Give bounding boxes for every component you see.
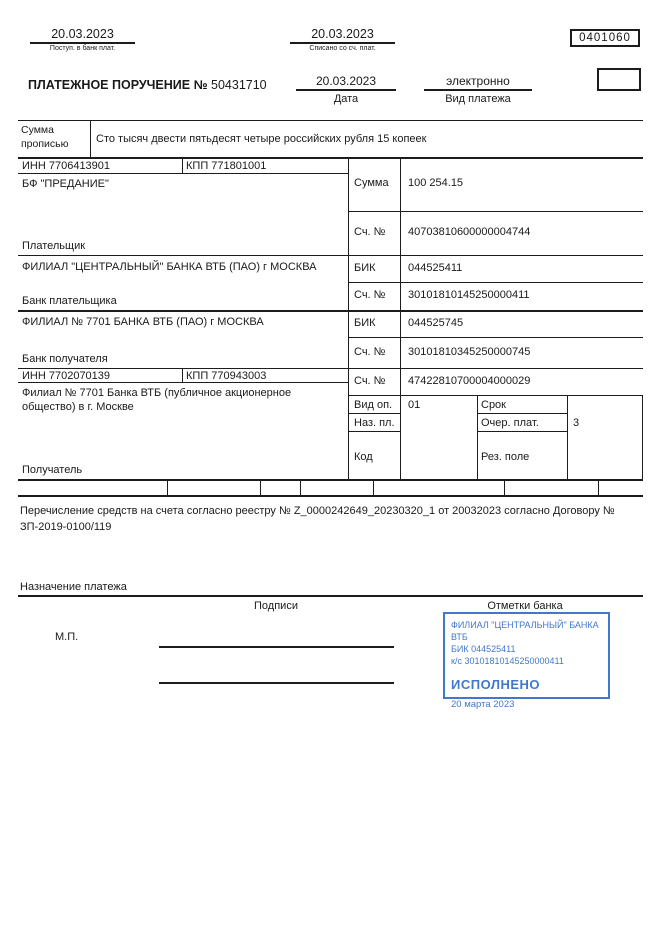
doc-date-caption: Дата [333,93,359,105]
payee-bank-account-label: Сч. № [354,346,386,358]
payee-bank-bik-label: БИК [354,317,376,329]
payment-kind-caption: Вид платежа [445,93,511,105]
payer-bank-caption: Банк плательщика [22,295,117,307]
payer-inn: ИНН 7706413901 [22,160,111,172]
border-line [504,481,505,496]
border-line [477,395,478,480]
form-code-box [570,29,640,47]
payer-bank-name: ФИЛИАЛ "ЦЕНТРАЛЬНЫЙ" БАНКА ВТБ (ПАО) г МОСКВА [22,261,317,273]
border-line [18,368,643,369]
payee-name: Филиал № 7701 Банка ВТБ (публичное акционерное общество) в г. Москве [22,387,292,414]
border-line [18,157,643,159]
payer-bank-account-label: Сч. № [354,289,386,301]
stamp-bank-name: ФИЛИАЛ "ЦЕНТРАЛЬНЫЙ" БАНКА ВТБ [451,620,599,643]
payer-bank-bik-label: БИК [354,262,376,274]
payer-name: БФ "ПРЕДАНИЕ" [22,178,109,190]
payer-bank-account-value: 30101810145250000411 [408,289,530,301]
border-line [18,479,643,481]
payer-kpp: КПП 771801001 [186,160,267,172]
stamp-date: 20 марта 2023 [451,699,515,711]
amount-words-label: Сумма прописью [21,124,69,150]
mp-label: М.П. [55,631,79,643]
payee-bank-account-value: 30101810345250000745 [408,346,531,358]
doc-date-block [296,74,396,105]
border-line [18,495,643,497]
payee-bank-bik-value: 044525745 [408,317,464,329]
border-line [182,157,183,173]
date-writtenoff-caption: Списано со сч. плат. [309,45,376,52]
payee-bank-name: ФИЛИАЛ № 7701 БАНКА ВТБ (ПАО) г МОСКВА [22,316,264,328]
border-line [18,595,643,597]
payee-account-value: 47422810700004000029 [408,375,531,387]
border-line [348,157,349,480]
payer-bank-bik-value: 044525411 [408,262,463,274]
border-line [348,211,643,212]
date-received-caption: Поступ. в банк плат. [49,45,116,52]
bank-stamp [443,612,610,711]
payee-inn: ИНН 7702070139 [22,370,111,382]
border-line [477,431,567,432]
purpose-code-label: Наз. пл. [354,417,395,429]
priority-label: Очер. плат. [481,417,539,429]
date-received-block [30,27,135,52]
purpose-caption: Назначение платежа [20,581,127,593]
stamp-bik: БИК 044525411 [451,644,516,655]
border-line [373,481,374,496]
border-line [348,282,643,283]
code-label: Код [354,451,373,463]
doc-date-value: 20.03.2023 [296,74,396,91]
border-line [90,120,91,157]
border-line [348,413,400,414]
border-line [18,310,643,312]
date-writtenoff-value: 20.03.2023 [290,27,395,44]
border-line [348,431,400,432]
amount-words-value: Сто тысяч двести пятьдесят четыре российских рубля 15 копеек [96,133,427,145]
form-table [18,120,643,498]
bank-marks-label: Отметки банка [487,600,563,612]
op-kind-value: 01 [408,399,421,411]
border-line [348,337,643,338]
amount-value: 100 254.15 [408,177,464,189]
stamp-corr-account: к/с 30101810145250000411 [451,656,564,667]
status-box-empty [597,68,641,91]
border-line [642,395,643,480]
priority-value: 3 [573,417,580,429]
payer-account-label: Сч. № [354,226,386,238]
border-line [167,481,168,496]
payee-account-label: Сч. № [354,375,386,387]
border-line [477,413,567,414]
border-line [18,120,643,121]
document-title [28,78,267,93]
purpose-text: Перечисление средств на счета согласно реестру № Z_0000242649_20230320_1 от 20032023 согласно Договору № ЗП-2019-0100/119 [20,505,615,533]
signature-line [159,682,394,684]
payer-caption: Плательщик [22,240,86,252]
reserve-field-label: Рез. поле [481,451,530,463]
date-writtenoff-block [290,27,395,52]
term-label: Срок [481,399,506,411]
date-received-value: 20.03.2023 [30,27,135,44]
signature-line [159,646,394,648]
document-title-text: ПЛАТЕЖНОЕ ПОРУЧЕНИЕ № [28,78,208,92]
border-line [182,368,183,382]
amount-label: Сумма [354,177,389,189]
border-line [300,481,301,496]
border-line [567,395,568,480]
op-kind-label: Вид оп. [354,399,393,411]
payee-bank-caption: Банк получателя [22,353,108,365]
document-number: 50431710 [211,78,267,92]
payee-caption: Получатель [22,464,83,476]
border-line [18,255,643,256]
border-line [348,395,643,396]
border-line [260,481,261,496]
payment-kind-value: электронно [424,74,532,91]
border-line [598,481,599,496]
payee-kpp: КПП 770943003 [186,370,267,382]
stamp-status: ИСПОЛНЕНО [451,676,541,692]
payment-kind-block [424,74,532,105]
signatures-label: Подписи [254,600,298,612]
form-code: 0401060 [579,32,631,44]
payer-account-value: 40703810600000004744 [408,226,531,238]
border-line [400,157,401,480]
